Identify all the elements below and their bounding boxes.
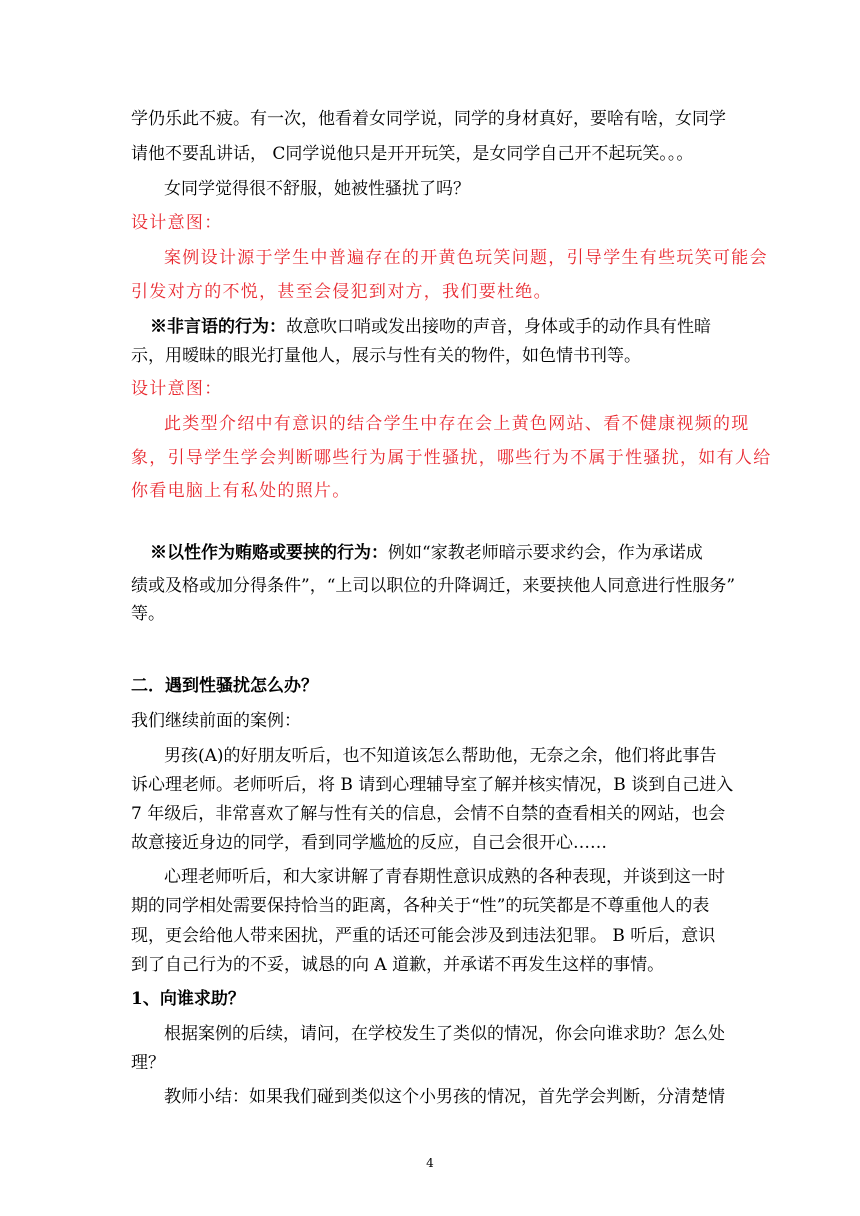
section-heading: 二．遇到性骚扰怎么办？ [131, 676, 318, 696]
paragraph-line: 现，更会给他人带来困扰，严重的话还可能会涉及到违法犯罪。 B 听后，意识 [131, 926, 716, 946]
bribe-text: 例如“家教老师暗示要求约会，作为承诺成 [388, 543, 703, 563]
design-intent-line: 案例设计源于学生中普遍存在的开黄色玩笑问题，引导学生有些玩笑可能会 [164, 248, 768, 268]
design-intent-line: 引发对方的不悦，甚至会侵犯到对方，我们要杜绝。 [131, 282, 552, 302]
nonverbal-line [150, 316, 750, 338]
paragraph-line: 心理老师听后，和大家讲解了青春期性意识成熟的各种表现，并谈到这一时 [164, 867, 725, 887]
nonverbal-text: 故意吹口哨或发出接吻的声音，身体或手的动作具有性暗 [286, 317, 711, 337]
design-intent-title: 设计意图： [131, 379, 223, 399]
paragraph-line: 学仍乐此不疲。有一次，他看着女同学说，同学的身材真好，要啥有啥，女同学 [131, 109, 726, 129]
design-intent-line: 此类型介绍中有意识的结合学生中存在会上黄色网站、看不健康视频的现 [164, 414, 750, 434]
paragraph-line: 绩或及格或加分得条件”，“上司以职位的升降调迁，来要挟他人同意进行性服务” [131, 576, 736, 596]
subsection-heading: 1、向谁求助？ [131, 989, 245, 1009]
paragraph-line: 到了自己行为的不妥，诚恳的向 A 道歉，并承诺不再发生这样的事情。 [131, 955, 665, 975]
design-intent-title: 设计意图： [131, 213, 223, 233]
paragraph-line: 示，用暧昧的眼光打量他人，展示与性有关的物件，如色情书刊等。 [131, 346, 641, 366]
paragraph-line: 故意接近身边的同学，看到同学尴尬的反应，自己会很开心…… [131, 833, 607, 853]
page-number: 4 [426, 1156, 434, 1170]
bribe-label: ※以性作为贿赂或要挟的行为： [150, 543, 388, 563]
nonverbal-label: ※非言语的行为： [150, 317, 286, 337]
design-intent-line: 你看电脑上有私处的照片。 [131, 481, 351, 501]
paragraph-line: 男孩(A)的好朋友听后，也不知道该怎么帮助他，无奈之余，他们将此事告 [164, 746, 717, 766]
paragraph-line: 诉心理老师。老师听后，将 B 请到心理辅导室了解并核实情况，B 谈到自己进入 [131, 775, 734, 795]
paragraph-line: 请他不要乱讲话， C同学说他只是开开玩笑，是女同学自己开不起玩笑。。。 [131, 144, 694, 164]
question-line: 女同学觉得很不舒服，她被性骚扰了吗？ [164, 179, 470, 199]
paragraph-line: 我们继续前面的案例： [131, 711, 301, 731]
paragraph-line: 理？ [131, 1053, 165, 1073]
paragraph-line: 期的同学相处需要保持恰当的距离，各种关于“性”的玩笑都是不尊重他人的表 [131, 896, 710, 916]
paragraph-line: 7 年级后，非常喜欢了解与性有关的信息，会情不自禁的查看相关的网站，也会 [131, 804, 726, 824]
design-intent-line: 象，引导学生学会判断哪些行为属于性骚扰，哪些行为不属于性骚扰，如有人给 [131, 448, 772, 468]
paragraph-line: 根据案例的后续，请问，在学校发生了类似的情况，你会向谁求助？怎么处 [164, 1024, 725, 1044]
bribe-line [150, 542, 750, 564]
paragraph-line: 等。 [131, 604, 165, 624]
paragraph-line: 教师小结：如果我们碰到类似这个小男孩的情况，首先学会判断，分清楚情 [164, 1087, 725, 1107]
